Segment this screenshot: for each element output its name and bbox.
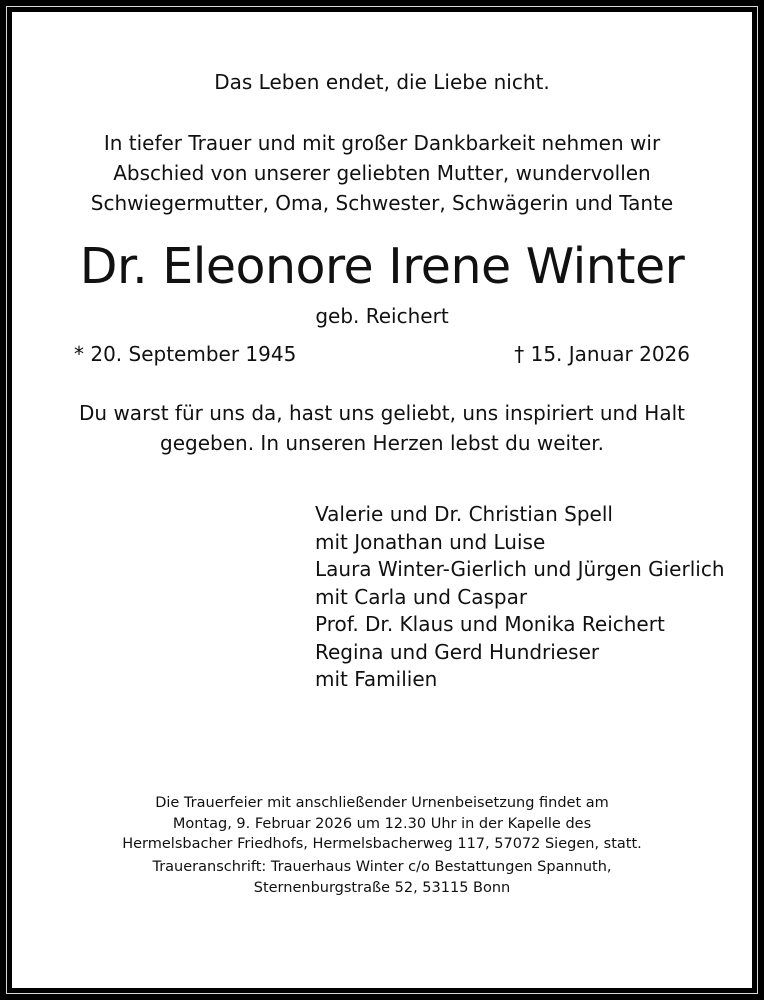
tribute-line: gegeben. In unseren Herzen lebst du weiter. [160, 431, 604, 455]
service-line: Hermelsbacher Friedhofs, Hermelsbacherweg 117, 57072 Siegen, statt. [122, 836, 642, 852]
obituary-notice [12, 12, 752, 988]
deceased-name: Dr. Eleonore Irene Winter [79, 238, 685, 295]
intro-line: Abschied von unserer geliebten Mutter, wundervollen [113, 161, 651, 185]
tribute-line: Du warst für uns da, hast uns geliebt, uns inspiriert und Halt [79, 401, 685, 425]
mourner-line: mit Carla und Caspar [315, 584, 528, 609]
service-line: Die Trauerfeier mit anschließender Urnenbeisetzung findet am [155, 795, 609, 811]
mourning-address [12, 857, 752, 898]
mourners-list [315, 501, 725, 694]
service-info [12, 793, 752, 855]
death-date: † 15. Januar 2026 [514, 342, 690, 366]
birth-date: * 20. September 1945 [74, 342, 297, 366]
mourner-line: Prof. Dr. Klaus und Monika Reichert [315, 612, 665, 636]
intro-text [12, 128, 752, 218]
mourner-line: mit Familien [315, 667, 438, 691]
motto: Das Leben endet, die Liebe nicht. [214, 70, 550, 94]
tribute-text [12, 398, 752, 458]
intro-line: Schwiegermutter, Oma, Schwester, Schwägerin und Tante [90, 191, 674, 215]
birth-name: geb. Reichert [315, 304, 449, 328]
mourner-line: Laura Winter-Gierlich und Jürgen Gierlich [315, 557, 725, 581]
mourner-line: Regina und Gerd Hundrieser [315, 639, 600, 664]
mourner-line: mit Jonathan und Luise [315, 529, 546, 554]
address-line: Traueranschrift: Trauerhaus Winter c/o Bestattungen Spannuth, [152, 859, 612, 875]
mourner-line: Valerie und Dr. Christian Spell [315, 502, 613, 526]
service-line: Montag, 9. Februar 2026 um 12.30 Uhr in der Kapelle des [172, 815, 592, 832]
address-line: Sternenburgstraße 52, 53115 Bonn [253, 879, 511, 896]
intro-line: In tiefer Trauer und mit großer Dankbarkeit nehmen wir [103, 131, 661, 155]
